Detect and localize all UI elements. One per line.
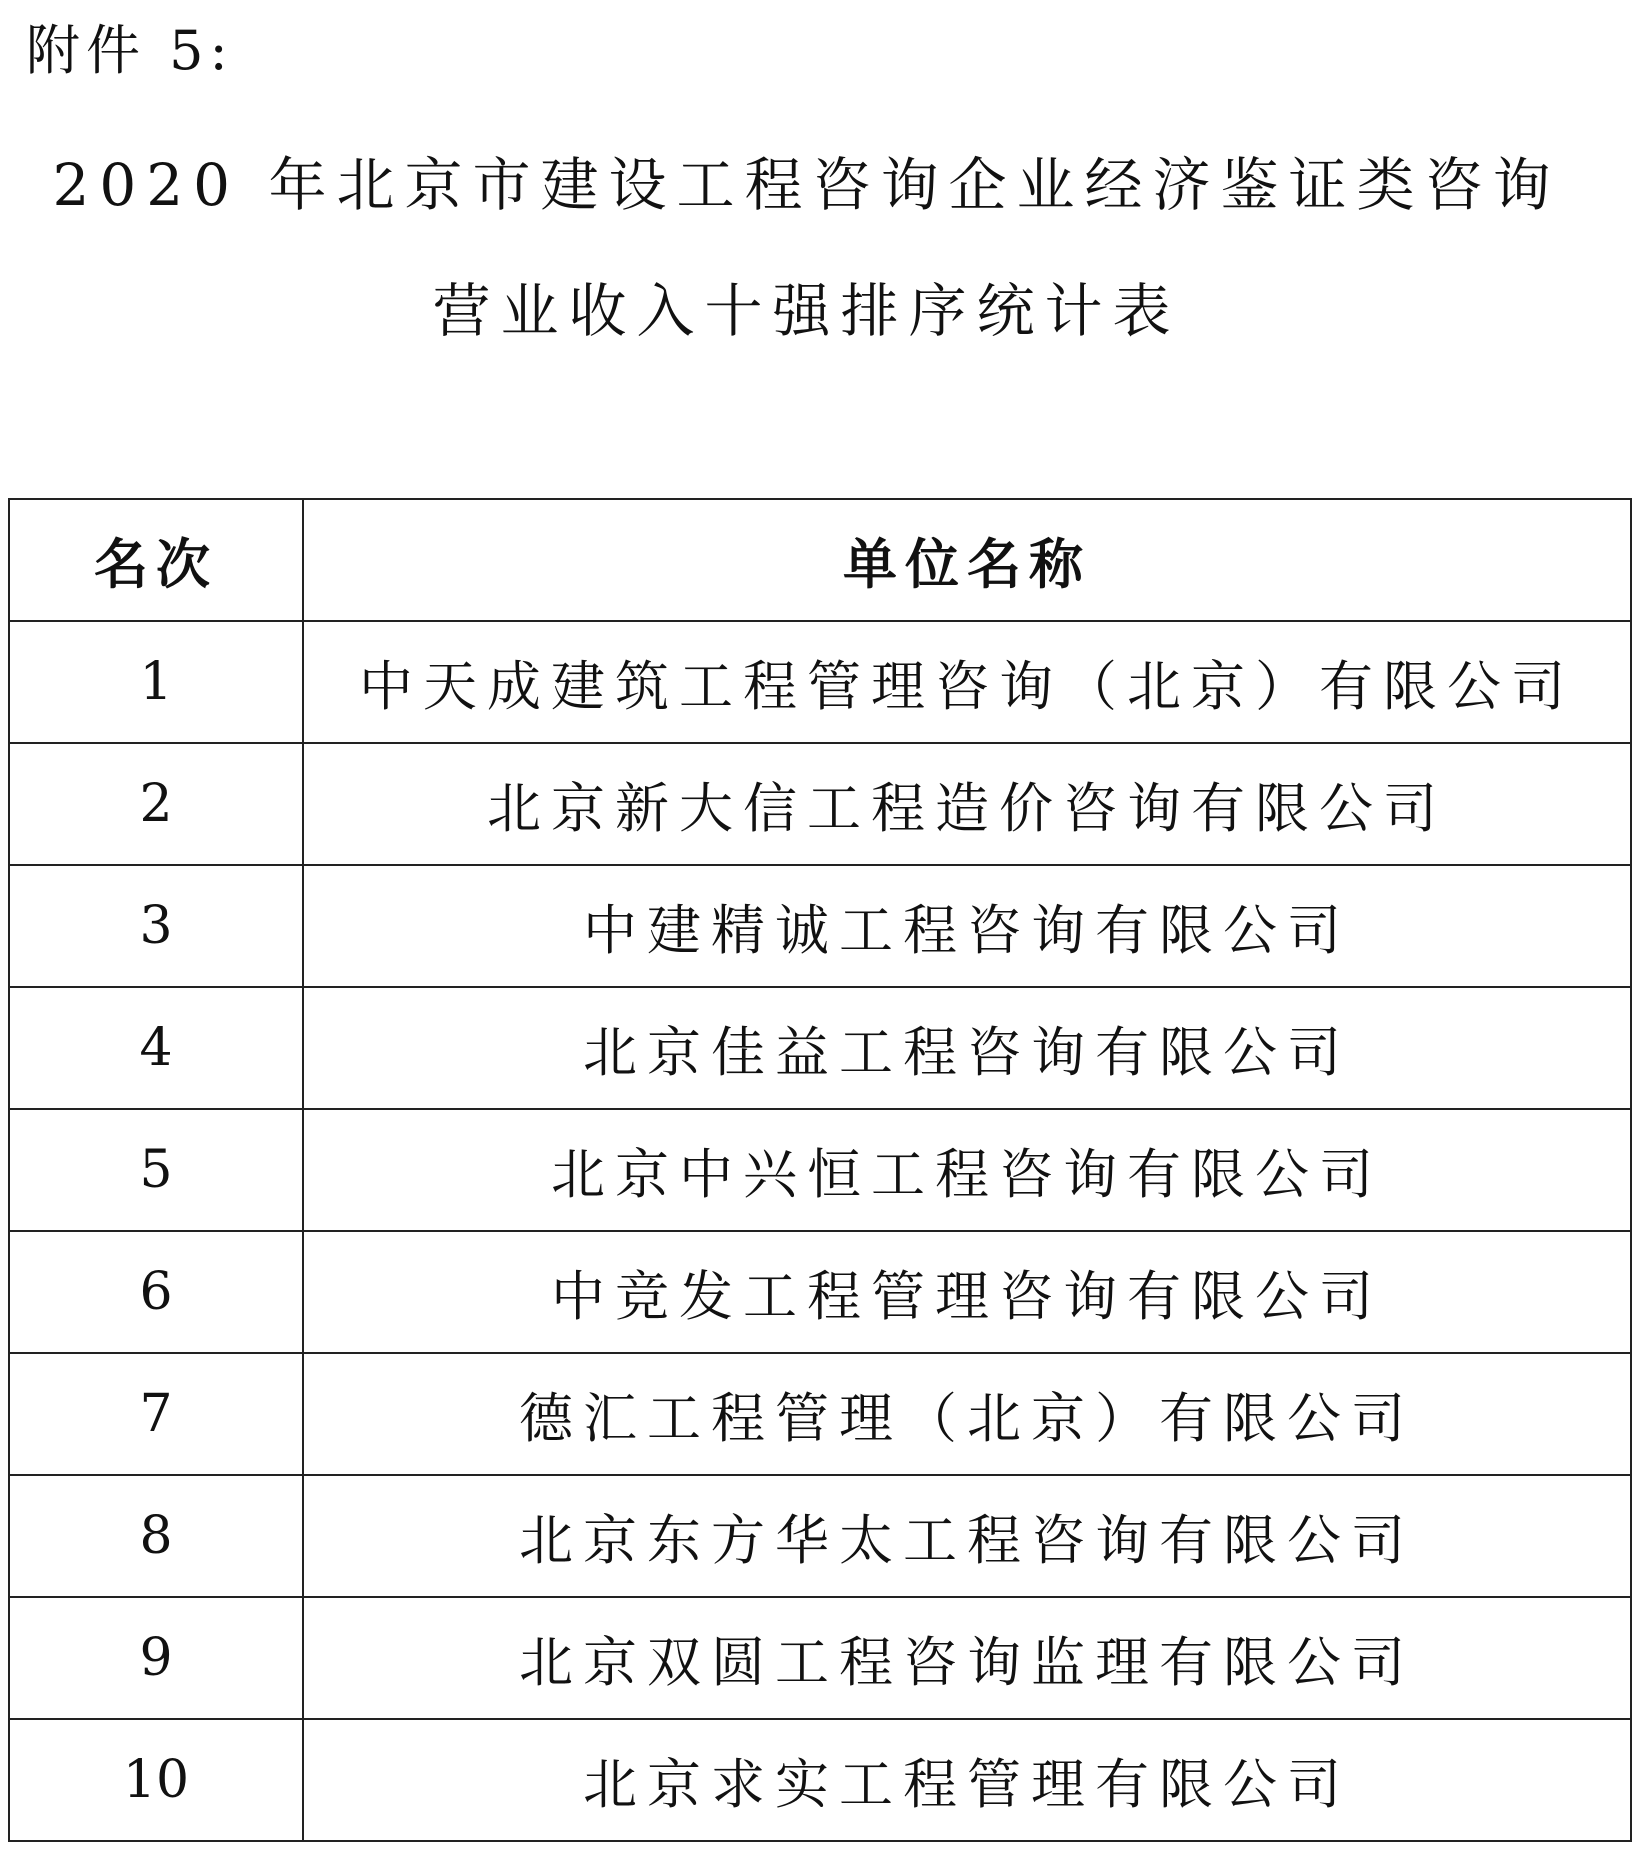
- company-name-cell: 北京东方华太工程咨询有限公司: [303, 1475, 1631, 1597]
- company-name-cell: 中建精诚工程咨询有限公司: [303, 865, 1631, 987]
- table-row: [9, 1719, 1631, 1841]
- rank-cell: 6: [9, 1231, 303, 1353]
- rank-cell: 10: [9, 1719, 303, 1841]
- table-row: [9, 1475, 1631, 1597]
- table-header-row: [9, 499, 1631, 621]
- column-header-company-name: 单位名称: [303, 499, 1631, 621]
- company-name-cell: 中竞发工程管理咨询有限公司: [303, 1231, 1631, 1353]
- table-row: [9, 1231, 1631, 1353]
- company-name-cell: 北京双圆工程咨询监理有限公司: [303, 1597, 1631, 1719]
- ranking-table: [8, 498, 1632, 1842]
- table-row: [9, 987, 1631, 1109]
- table-row: [9, 1109, 1631, 1231]
- rank-cell: 9: [9, 1597, 303, 1719]
- attachment-label: 附件 5:: [26, 19, 234, 82]
- rank-cell: 3: [9, 865, 303, 987]
- table-row: [9, 865, 1631, 987]
- rank-cell: 4: [9, 987, 303, 1109]
- company-name-cell: 北京求实工程管理有限公司: [303, 1719, 1631, 1841]
- table-row: [9, 621, 1631, 743]
- company-name-cell: 北京佳益工程咨询有限公司: [303, 987, 1631, 1109]
- table-row: [9, 1597, 1631, 1719]
- company-name-cell: 北京中兴恒工程咨询有限公司: [303, 1109, 1631, 1231]
- rank-cell: 2: [9, 743, 303, 865]
- rank-cell: 7: [9, 1353, 303, 1475]
- rank-cell: 8: [9, 1475, 303, 1597]
- company-name-cell: 德汇工程管理（北京）有限公司: [303, 1353, 1631, 1475]
- document-title-line-2: 营业收入十强排序统计表: [432, 277, 1181, 345]
- column-header-rank: 名次: [9, 499, 303, 621]
- rank-cell: 1: [9, 621, 303, 743]
- company-name-cell: 中天成建筑工程管理咨询（北京）有限公司: [303, 621, 1631, 743]
- company-name-cell: 北京新大信工程造价咨询有限公司: [303, 743, 1631, 865]
- table-row: [9, 743, 1631, 865]
- rank-cell: 5: [9, 1109, 303, 1231]
- table-row: [9, 1353, 1631, 1475]
- document-title-line-1: 2020 年北京市建设工程咨询企业经济鉴证类咨询: [52, 151, 1561, 219]
